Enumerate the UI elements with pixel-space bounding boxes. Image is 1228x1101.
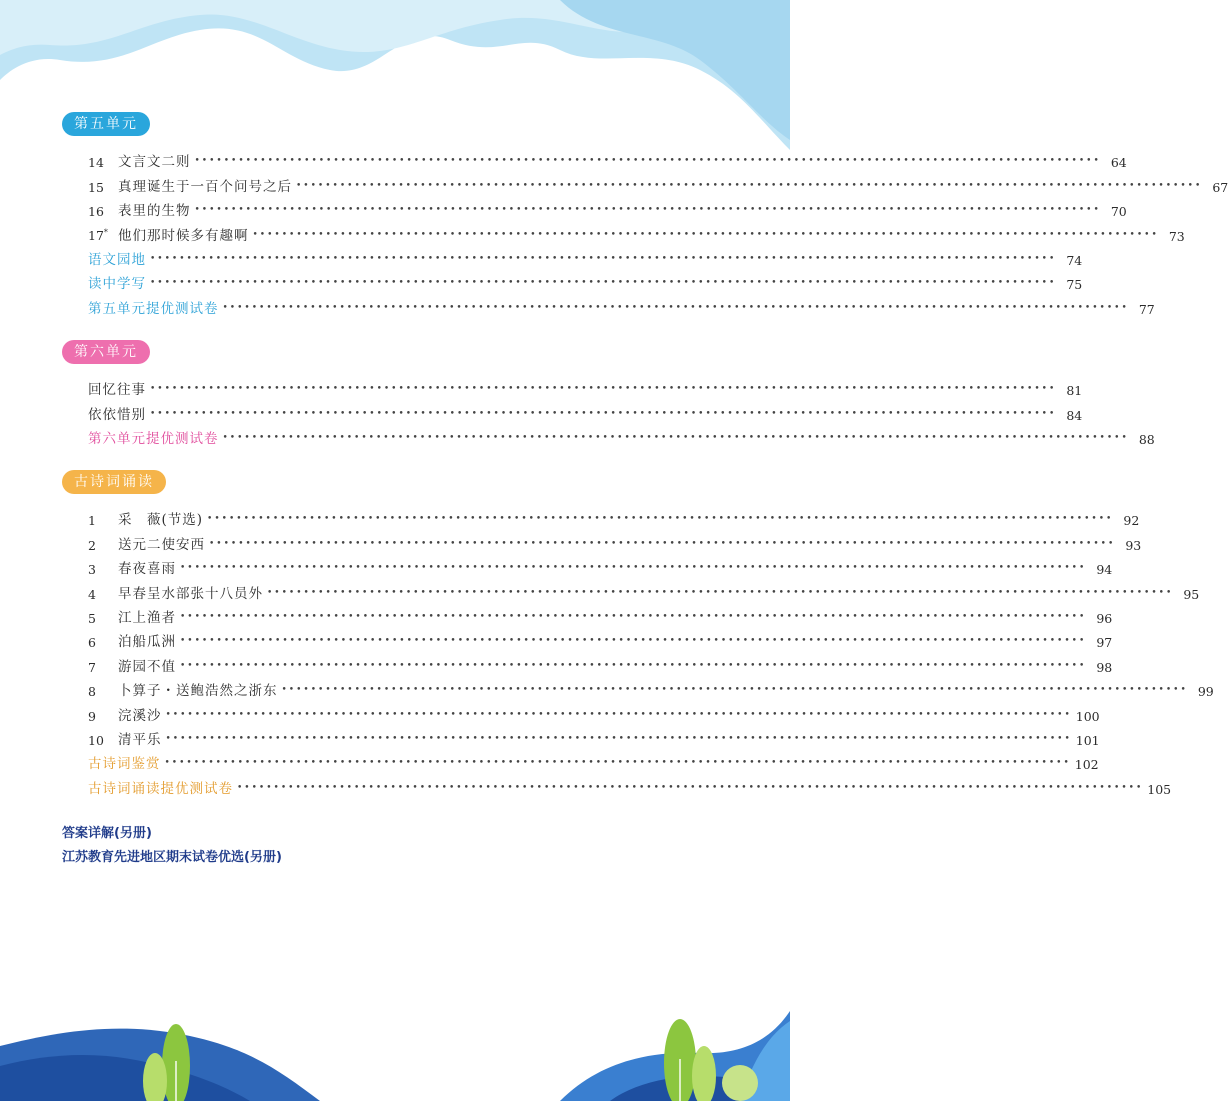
section-ancient-poems — [62, 470, 1214, 797]
toc-list — [62, 504, 1214, 797]
toc-title: 春夜喜雨 — [118, 561, 176, 578]
toc-row[interactable] — [62, 748, 1099, 773]
toc-row[interactable] — [62, 528, 1142, 553]
toc-title: 读中学写 — [88, 276, 146, 293]
leader-dots: •••••••••••••••••••••••••••••••••••••••••••••••••••••••••••••••••••••••••••••••••••••••••••••••••••••••••••••••••••••••••••• — [209, 538, 1116, 549]
toc-row[interactable] — [62, 675, 1214, 700]
section-badge: 古诗词诵读 — [62, 470, 166, 494]
toc-title: 古诗词诵读提优测试卷 — [88, 780, 233, 797]
toc-row[interactable] — [62, 423, 1155, 448]
leader-dots: •••••••••••••••••••••••••••••••••••••••••••••••••••••••••••••••••••••••••••••••••••••••••••••••••••••••••••••••••••••••••••• — [194, 156, 1101, 167]
toc-row[interactable] — [62, 626, 1113, 651]
toc-title: 游园不值 — [118, 658, 176, 675]
leader-dots: •••••••••••••••••••••••••••••••••••••••••••••••••••••••••••••••••••••••••••••••••••••••••••••••••••••••••••••••••••••••••••• — [150, 253, 1057, 264]
toc-row[interactable] — [62, 398, 1083, 423]
page-number: 88 — [1138, 432, 1155, 448]
toc-title: 泊船瓜洲 — [118, 634, 176, 651]
page-number: 70 — [1110, 204, 1127, 220]
toc-title: 江上渔者 — [118, 609, 176, 626]
lesson-number: 15 — [88, 179, 104, 195]
page-number: 96 — [1096, 610, 1113, 626]
leader-dots: •••••••••••••••••••••••••••••••••••••••••••••••••••••••••••••••••••••••••••••••••••••••••••••••••••••••••••••••••••••••••••• — [180, 563, 1087, 574]
toc-list — [62, 374, 1155, 448]
leader-dots: •••••••••••••••••••••••••••••••••••••••••••••••••••••••••••••••••••••••••••••••••••••••••••••••••••••••••••••••••••••••••••• — [165, 733, 1072, 744]
toc-title: 清平乐 — [118, 731, 162, 748]
page-number: 101 — [1075, 732, 1100, 748]
page-number: 95 — [1183, 586, 1200, 602]
toc-title: 送元二使安西 — [118, 536, 205, 553]
leader-dots: •••••••••••••••••••••••••••••••••••••••••••••••••••••••••••••••••••••••••••••••••••••••••••••••••••••••••••••••••••••••••••• — [164, 758, 1071, 769]
toc-row[interactable] — [62, 699, 1100, 724]
toc-row[interactable] — [62, 374, 1083, 399]
page-number: 74 — [1066, 252, 1083, 268]
footer-note-exams: 江苏教育先进地区期末试卷优选(另册) — [62, 850, 282, 865]
toc-row[interactable] — [62, 772, 1172, 797]
page-number: 98 — [1096, 659, 1113, 675]
page-number: 100 — [1075, 708, 1100, 724]
toc-title: 真理诞生于一百个问号之后 — [118, 178, 292, 195]
leader-dots: •••••••••••••••••••••••••••••••••••••••••••••••••••••••••••••••••••••••••••••••••••••••••••••••••••••••••••••••••••••••••••• — [281, 685, 1188, 696]
leader-dots: •••••••••••••••••••••••••••••••••••••••••••••••••••••••••••••••••••••••••••••••••••••••••••••••••••••••••••••••••••••••••••• — [296, 180, 1203, 191]
toc-row[interactable] — [62, 602, 1113, 626]
toc-list — [62, 146, 1228, 317]
toc-row[interactable] — [62, 724, 1100, 748]
lesson-number: 8 — [88, 684, 96, 700]
leader-dots: •••••••••••••••••••••••••••••••••••••••••••••••••••••••••••••••••••••••••••••••••••••••••••••••••••••••••••••••••••••••••••• — [150, 408, 1057, 419]
toc-title: 他们那时候多有趣啊 — [118, 227, 249, 244]
lesson-number-value: 17 — [88, 228, 104, 244]
toc-title: 回忆往事 — [88, 382, 146, 399]
toc-title: 第六单元提优测试卷 — [88, 431, 219, 448]
bottom-landscape-decoration — [0, 991, 790, 1101]
leader-dots: •••••••••••••••••••••••••••••••••••••••••••••••••••••••••••••••••••••••••••••••••••••••••••••••••••••••••••••••••••••••••••• — [237, 782, 1144, 793]
leader-dots: •••••••••••••••••••••••••••••••••••••••••••••••••••••••••••••••••••••••••••••••••••••••••••••••••••••••••••••••••••••••••••• — [150, 278, 1057, 289]
page-number: 102 — [1074, 757, 1099, 773]
lesson-number: 5 — [88, 610, 96, 626]
lesson-number: 2 — [88, 537, 96, 553]
leader-dots: •••••••••••••••••••••••••••••••••••••••••••••••••••••••••••••••••••••••••••••••••••••••••••••••••••••••••••••••••••••••••••• — [194, 205, 1101, 216]
leader-dots: •••••••••••••••••••••••••••••••••••••••••••••••••••••••••••••••••••••••••••••••••••••••••••••••••••••••••••••••••••••••••••• — [252, 229, 1159, 240]
lesson-number: 14 — [88, 155, 104, 171]
lesson-number: 1 — [88, 513, 96, 529]
leader-dots: •••••••••••••••••••••••••••••••••••••••••••••••••••••••••••••••••••••••••••••••••••••••••••••••••••••••••••••••••••••••••••• — [207, 514, 1114, 525]
toc-row[interactable] — [62, 504, 1140, 529]
lesson-number: 9 — [88, 708, 96, 724]
lesson-number — [62, 228, 118, 243]
section-unit5 — [62, 112, 1228, 317]
lesson-number: 4 — [88, 586, 96, 602]
toc-row[interactable] — [62, 195, 1127, 220]
leader-dots: •••••••••••••••••••••••••••••••••••••••••••••••••••••••••••••••••••••••••••••••••••••••••••••••••••••••••••••••••••••••••••• — [180, 611, 1087, 622]
toc-row[interactable] — [62, 268, 1083, 293]
page-number: 105 — [1147, 781, 1172, 797]
leader-dots: •••••••••••••••••••••••••••••••••••••••••••••••••••••••••••••••••••••••••••••••••••••••••••••••••••••••••••••••••••••••••••• — [165, 709, 1072, 720]
page-number: 75 — [1066, 277, 1083, 293]
toc-row[interactable] — [62, 577, 1200, 602]
section-badge: 第六单元 — [62, 340, 150, 364]
page-number: 84 — [1066, 407, 1083, 423]
toc-title: 语文园地 — [88, 251, 146, 268]
leader-dots: •••••••••••••••••••••••••••••••••••••••••••••••••••••••••••••••••••••••••••••••••••••••••••••••••••••••••••••••••••••••••••• — [222, 302, 1129, 313]
toc-title: 古诗词鉴赏 — [88, 756, 161, 773]
page-number: 97 — [1096, 635, 1113, 651]
leader-dots: •••••••••••••••••••••••••••••••••••••••••••••••••••••••••••••••••••••••••••••••••••••••••••••••••••••••••••••••••••••••••••• — [267, 587, 1174, 598]
lesson-number: 16 — [88, 204, 104, 220]
toc-row[interactable] — [62, 553, 1113, 578]
toc-row[interactable] — [62, 219, 1185, 244]
toc-row[interactable] — [62, 292, 1155, 317]
page-number: 73 — [1168, 228, 1185, 244]
page-number: 67 — [1212, 179, 1228, 195]
toc-title: 第五单元提优测试卷 — [88, 300, 219, 317]
toc-title: 浣溪沙 — [118, 707, 162, 724]
toc-title: 表里的生物 — [118, 203, 191, 220]
lesson-number: 3 — [88, 562, 96, 578]
page-number: 92 — [1123, 513, 1140, 529]
page-number: 99 — [1197, 684, 1214, 700]
optional-mark: * — [103, 228, 108, 238]
lesson-number: 7 — [88, 659, 96, 675]
lesson-number: 6 — [88, 635, 96, 651]
page-number: 77 — [1138, 301, 1155, 317]
toc-row[interactable] — [62, 244, 1083, 268]
section-unit6 — [62, 340, 1155, 448]
toc-title: 卜算子・送鲍浩然之浙东 — [118, 683, 278, 700]
footer-note-answers: 答案详解(另册) — [62, 826, 152, 841]
toc-row[interactable] — [62, 170, 1228, 195]
leader-dots: •••••••••••••••••••••••••••••••••••••••••••••••••••••••••••••••••••••••••••••••••••••••••••••••••••••••••••••••••••••••••••• — [180, 636, 1087, 647]
toc-title: 依依惜别 — [88, 406, 146, 423]
page-number: 94 — [1096, 562, 1113, 578]
section-badge: 第五单元 — [62, 112, 150, 136]
toc-row[interactable] — [62, 650, 1113, 675]
toc-row[interactable] — [62, 146, 1127, 171]
page-number: 81 — [1066, 383, 1083, 399]
leader-dots: •••••••••••••••••••••••••••••••••••••••••••••••••••••••••••••••••••••••••••••••••••••••••••••••••••••••••••••••••••••••••••• — [150, 384, 1057, 395]
toc-title: 文言文二则 — [118, 154, 191, 171]
leader-dots: •••••••••••••••••••••••••••••••••••••••••••••••••••••••••••••••••••••••••••••••••••••••••••••••••••••••••••••••••••••••••••• — [180, 660, 1087, 671]
page-number: 93 — [1125, 537, 1142, 553]
lesson-number: 10 — [88, 732, 104, 748]
page-number: 64 — [1110, 155, 1127, 171]
toc-title: 采 薇(节选) — [118, 512, 204, 529]
toc-title: 早春呈水部张十八员外 — [118, 585, 263, 602]
leader-dots: •••••••••••••••••••••••••••••••••••••••••••••••••••••••••••••••••••••••••••••••••••••••••••••••••••••••••••••••••••••••••••• — [222, 433, 1129, 444]
